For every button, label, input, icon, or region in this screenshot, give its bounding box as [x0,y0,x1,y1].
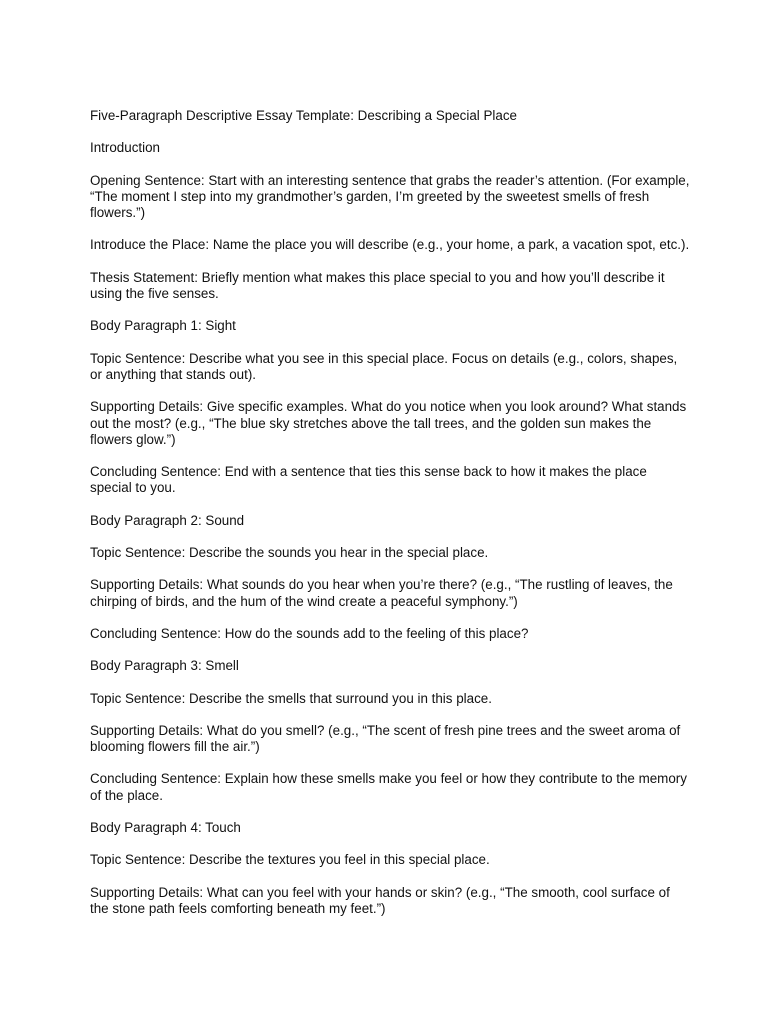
section-heading-sight: Body Paragraph 1: Sight [90,318,236,334]
section-heading-introduction: Introduction [90,140,160,156]
paragraph-smell-topic: Topic Sentence: Describe the smells that surround you in this place. [90,690,492,706]
paragraph-touch-details: Supporting Details: What can you feel with your hands or skin? (e.g., “The smooth, cool surface of the stone path feels comforting beneath my feet.”) [90,884,670,916]
section-heading-sound: Body Paragraph 2: Sound [90,512,245,528]
paragraph-sound-concluding: Concluding Sentence: How do the sounds add to the feeling of this place? [90,625,529,641]
paragraph-introduce-place: Introduce the Place: Name the place you will describe (e.g., your home, a park, a vacation spot, etc.). [90,237,690,253]
paragraph-sight-topic: Topic Sentence: Describe what you see in this special place. Focus on details (e.g., colors, shapes, or anything that stands out). [90,350,678,382]
paragraph-smell-concluding: Concluding Sentence: Explain how these smells make you feel or how they contribute to the memory of the place. [90,771,687,803]
paragraph-touch-topic: Topic Sentence: Describe the textures you feel in this special place. [90,852,490,868]
paragraph-sight-concluding: Concluding Sentence: End with a sentence that ties this sense back to how it makes the place special to you. [90,464,647,496]
section-heading-smell: Body Paragraph 3: Smell [90,658,239,674]
paragraph-sight-details: Supporting Details: Give specific examples. What do you notice when you look around? What stands out the most? (e.g., “The blue sky stretches above the tall trees, and the golden sun makes the flowers glow.”) [90,399,687,447]
paragraph-smell-details: Supporting Details: What do you smell? (e.g., “The scent of fresh pine trees and the sweet aroma of blooming flowers fill the air.”) [90,722,681,755]
paragraph-sound-topic: Topic Sentence: Describe the sounds you hear in the special place. [90,545,489,561]
paragraph-thesis-statement: Thesis Statement: Briefly mention what makes this place special to you and how you’ll describe it using the five senses. [90,269,665,302]
paragraph-opening-sentence: Opening Sentence: Start with an interesting sentence that grabs the reader’s attention. (For example, “The moment I step into my grandmother’s garden, I’m greeted by the sweetest smells of fresh flowers.”) [90,172,690,221]
paragraph-sound-details: Supporting Details: What sounds do you hear when you’re there? (e.g., “The rustling of leaves, the chirping of birds, and the hum of the wind create a peaceful symphony.”) [90,577,673,609]
document-body [90,108,690,933]
document-title: Five-Paragraph Descriptive Essay Template: Describing a Special Place [90,108,517,123]
section-heading-touch: Body Paragraph 4: Touch [90,820,241,836]
